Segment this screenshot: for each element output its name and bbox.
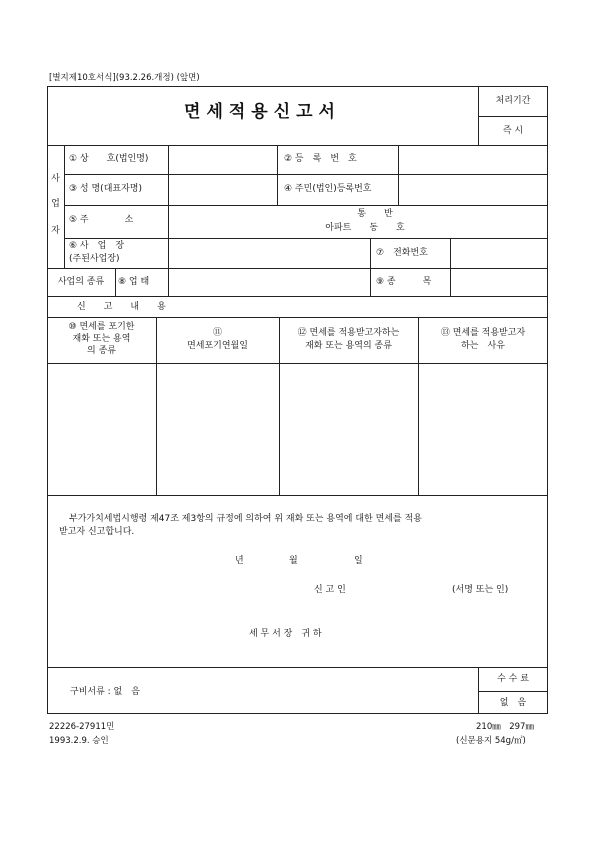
tong-ban-label: 통 반 — [357, 209, 393, 219]
applicant-label: 신 고 인 — [314, 585, 346, 595]
col-exempt-waived-line3: 의 종류 — [87, 346, 116, 356]
workplace-sublabel: (주된사업장) — [69, 254, 120, 264]
business-item-label: ⑨ 종 목 — [376, 277, 432, 287]
processing-period-label: 처리기간 — [495, 96, 531, 106]
apartment-dong-ho-label: 아파트 동 호 — [325, 223, 405, 233]
business-category-label: ⑧ 업 태 — [118, 277, 150, 287]
footer-paper-size: 210㎜ 297㎜ — [476, 722, 534, 732]
business-side-label-3: 자 — [51, 226, 60, 236]
registration-number-label: ② 등 록 번 호 — [284, 154, 357, 164]
col-apply-goods-line2: 재화 또는 용역의 종류 — [305, 341, 392, 351]
col-waiver-date-number: ⑪ — [212, 328, 222, 338]
representative-name-label: ③ 성 명(대표자명) — [69, 184, 142, 194]
workplace-label: ⑥ 사 업 장 — [69, 241, 125, 251]
form-number-note: [별지제10호서식](93.2.26.개정) (앞면) — [49, 73, 200, 83]
col-exempt-waived-line2: 재화 또는 용역 — [72, 334, 131, 344]
report-contents-header: 신 고 내 용 — [77, 302, 166, 312]
form-frame — [47, 86, 548, 714]
date-day-label: 일 — [354, 556, 363, 566]
business-side-label-1: 사 — [51, 174, 60, 184]
business-side-label-2: 업 — [51, 199, 60, 209]
phone-label: ⑦ 전화번호 — [376, 248, 428, 258]
fee-label: 수 수 료 — [497, 674, 529, 684]
declaration-text-line1: 부가가치세법시행령 제47조 제3항의 규정에 의하여 위 재화 또는 용역에 대한 면세를 적용 — [69, 514, 422, 524]
signature-note: (서명 또는 인) — [452, 585, 509, 595]
date-year-label: 년 — [235, 556, 244, 566]
col-waiver-date-label: 면세포기연월일 — [187, 341, 248, 351]
address-label: ⑤ 주 소 — [69, 215, 134, 225]
footer-paper-type: (신문용지 54g/㎡) — [456, 736, 526, 746]
form-title: 면세적용신고서 — [184, 102, 341, 122]
col-apply-goods-line1: ⑫ 면세를 적용받고자하는 — [297, 328, 400, 338]
declaration-text-line2: 받고자 신고합니다. — [59, 527, 135, 537]
tax-office-addressee: 세 무 서 장 귀 하 — [249, 629, 322, 639]
col-exempt-waived-line1: ⑩ 면세를 포기한 — [68, 322, 135, 332]
col-apply-reason-line2: 하는 사유 — [461, 341, 505, 351]
trade-name-label: ① 상 호(법인명) — [69, 154, 149, 164]
date-month-label: 월 — [289, 556, 298, 566]
fee-value: 없 음 — [499, 698, 527, 708]
processing-period-value: 즉 시 — [502, 126, 524, 136]
footer-approval-date: 1993.2.9. 승인 — [49, 736, 109, 746]
col-apply-reason-line1: ⑬ 면세를 적용받고자 — [440, 328, 526, 338]
footer-form-code: 22226-27911민 — [49, 722, 115, 732]
required-documents: 구비서류 : 없 음 — [70, 687, 140, 697]
resident-number-label: ④ 주민(법인)등록번호 — [284, 184, 372, 194]
business-kind-label: 사업의 종류 — [57, 277, 105, 287]
